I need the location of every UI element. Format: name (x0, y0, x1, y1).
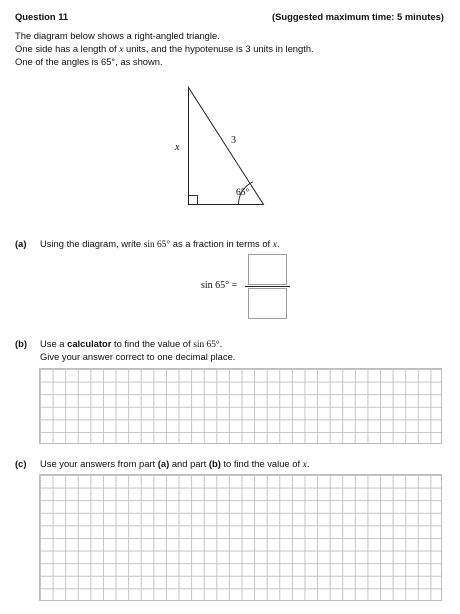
part-a-label: (a) (15, 238, 27, 249)
part-c-working-grid[interactable] (39, 474, 442, 601)
part-c-label: (c) (15, 458, 27, 469)
numerator-answer-box[interactable] (248, 254, 287, 285)
sin-equation-label: sin 65° = (201, 280, 238, 291)
part-b-label: (b) (15, 338, 27, 349)
fraction-bar (245, 286, 290, 287)
suggested-time: (Suggested maximum time: 5 minutes) (272, 11, 444, 22)
side-label-x: x (175, 142, 180, 153)
triangle-outline (189, 88, 264, 205)
intro-line-1: The diagram below shows a right-angled triangle. (15, 30, 220, 41)
denominator-answer-box[interactable] (248, 288, 287, 319)
part-b-working-grid[interactable] (39, 368, 442, 444)
part-a-question: Using the diagram, write sin 65° as a fraction in terms of x. (40, 238, 280, 250)
question-number: Question 11 (15, 11, 69, 22)
part-b-question: Use a calculator to find the value of sin 65°. (40, 338, 223, 350)
hypotenuse-label: 3 (231, 135, 236, 146)
intro-line-3: One of the angles is 65°, as shown. (15, 56, 163, 67)
part-b-instruction: Give your answer correct to one decimal place. (40, 351, 236, 362)
intro-line-2: One side has a length of x units, and the hypotenuse is 3 units in length. (15, 43, 314, 55)
part-c-question: Use your answers from part (a) and part (b) to find the value of x. (40, 458, 310, 470)
angle-label: 65° (236, 188, 250, 198)
right-angle-marker (189, 196, 198, 205)
triangle-diagram (170, 80, 280, 210)
